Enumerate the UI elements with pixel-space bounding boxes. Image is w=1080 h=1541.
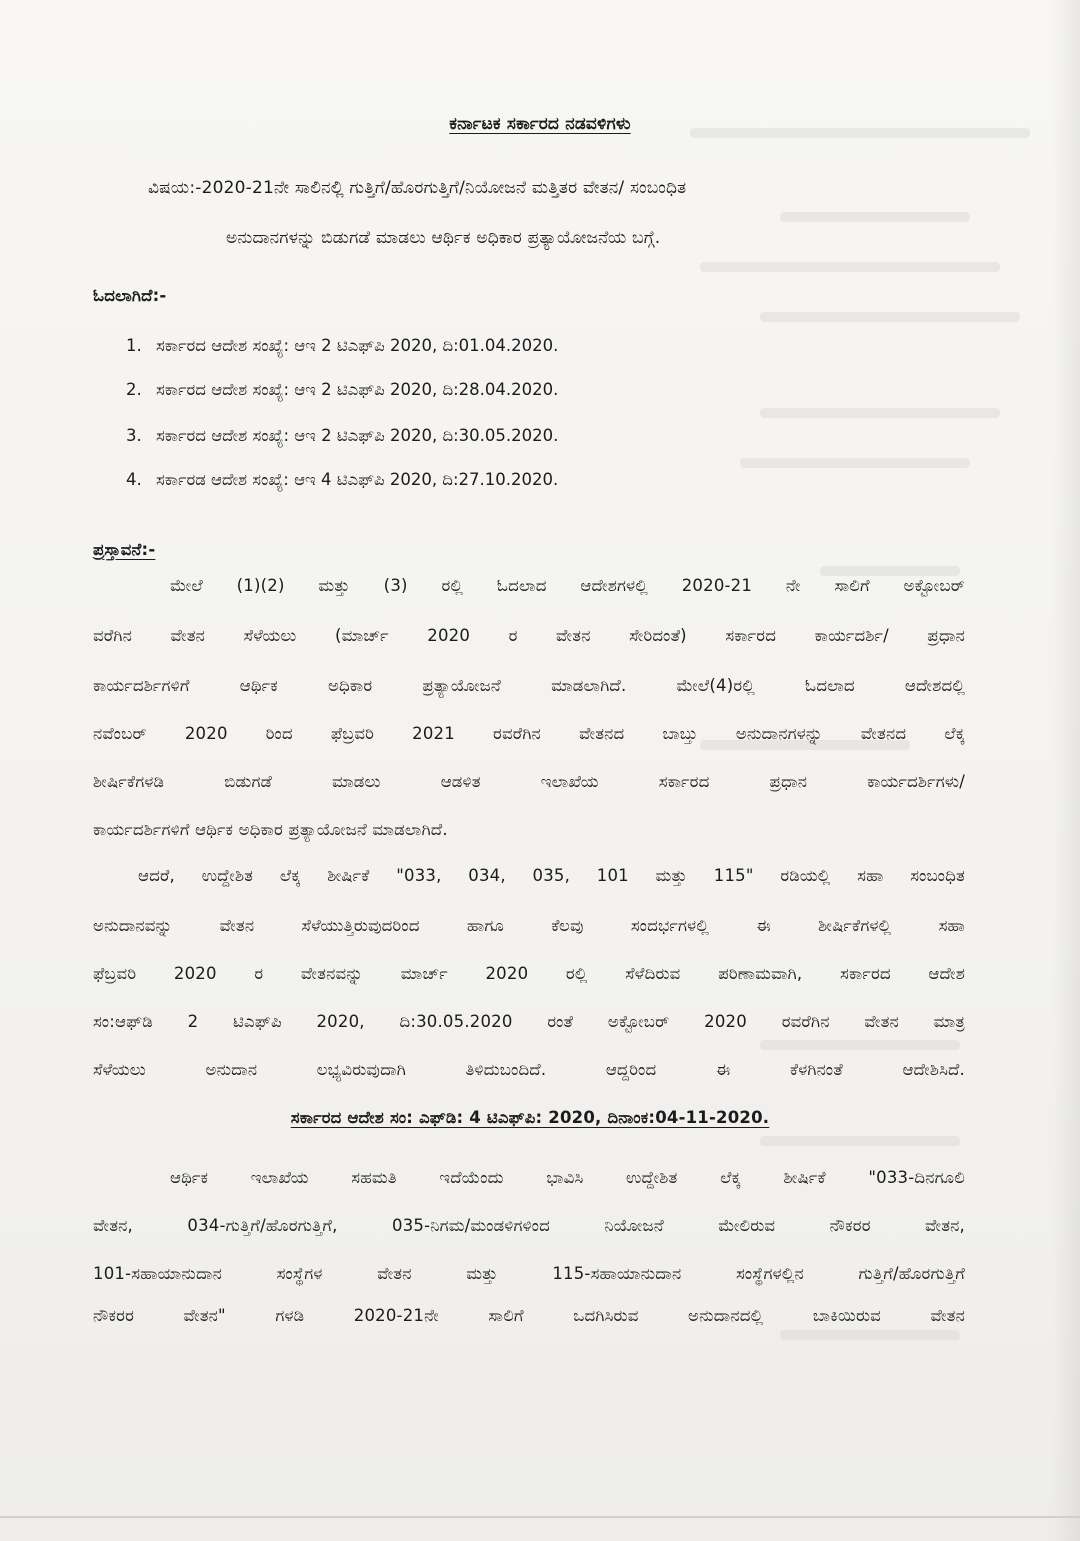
reference-item <box>126 378 558 402</box>
preamble-para2-line: ಸಂ:ಆಫ್‌ಡಿ 2 ಟಿಎಫ್‌ಪಿ 2020, ದಿ:30.05.2020 ರಂತೆ ಅಕ್ಟೋಬರ್ 2020 ರವರೆಗಿನ ವೇತನ ಮಾತ್ರ <box>93 1012 965 1031</box>
reference-text: ಸರ್ಕಾರದ ಆದೇಶ ಸಂಖ್ಯೆ: ಆಇ 2 ಟಿಎಫ್‌ಪಿ 2020, ದಿ:28.04.2020. <box>156 380 559 399</box>
order-para-line: ವೇತನ, 034-ಗುತ್ತಿಗೆ/ಹೊರಗುತ್ತಿಗೆ, 035-ನಿಗಮ/ಮಂಡಳಿಗಳಿಂದ ನಿಯೋಜನೆ ಮೇಲಿರುವ ನೌಕರರ ವೇತನ, <box>93 1216 965 1235</box>
reference-item <box>126 468 558 492</box>
preamble-para1-line: ಶೀರ್ಷಿಕೆಗಳಡಿ ಬಿಡುಗಡೆ ಮಾಡಲು ಆಡಳಿತ ಇಲಾಖೆಯ ಸರ್ಕಾರದ ಪ್ರಧಾನ ಕಾರ್ಯದರ್ಶಿಗಳು/ <box>93 772 965 791</box>
preamble-para1-line: ವರೆಗಿನ ವೇತನ ಸೆಳೆಯಲು (ಮಾರ್ಚ್ 2020 ರ ವೇತನ ಸೇರಿದಂತೆ) ಸರ್ಕಾರದ ಕಾರ್ಯದರ್ಶಿ/ ಪ್ರಧಾನ <box>93 626 965 645</box>
bleed-through-mark <box>760 1136 960 1146</box>
preamble-para1-line: ನವೆಂಬರ್ 2020 ರಿಂದ ಫೆಬ್ರವರಿ 2021 ರವರೆಗಿನ ವೇತನದ ಬಾಬ್ತು ಅನುದಾನಗಳನ್ನು ವೇತನದ ಲೆಕ್ಕ <box>93 724 965 743</box>
reference-item <box>126 334 558 358</box>
bleed-through-mark <box>760 408 1000 418</box>
reference-number: 3. <box>126 426 142 445</box>
preamble-para2-line: ಫೆಬ್ರವರಿ 2020 ರ ವೇತನವನ್ನು ಮಾರ್ಚ್ 2020 ರಲ್ಲಿ ಸೆಳೆದಿರುವ ಪರಿಣಾಮವಾಗಿ, ಸರ್ಕಾರದ ಆದೇಶ <box>93 964 965 983</box>
preamble-para2-line: ಆದರೆ, ಉದ್ದೇಶಿತ ಲೆಕ್ಕ ಶೀರ್ಷಿಕೆ "033, 034, 035, 101 ಮತ್ತು 115" ರಡಿಯಲ್ಲಿ ಸಹಾ ಸಂಬಂಧಿತ <box>138 866 965 885</box>
bleed-through-mark <box>740 458 970 468</box>
reference-text: ಸರ್ಕಾರದ ಆದೇಶ ಸಂಖ್ಯೆ: ಆಇ 2 ಟಿಎಫ್‌ಪಿ 2020, ದಿ:01.04.2020. <box>156 336 559 355</box>
order-para-line: ನೌಕರರ ವೇತನ" ಗಳಡಿ 2020-21ನೇ ಸಾಲಿಗೆ ಒದಗಿಸಿರುವ ಅನುದಾನದಲ್ಲಿ ಬಾಕಿಯಿರುವ ವೇತನ <box>93 1306 965 1325</box>
preamble-para1-line: ಕಾರ್ಯದರ್ಶಿಗಳಿಗೆ ಆರ್ಥಿಕ ಅಧಿಕಾರ ಪ್ರತ್ಯಾಯೋಜನೆ ಮಾಡಲಾಗಿದೆ. <box>93 820 448 839</box>
reference-item <box>126 424 558 448</box>
bleed-through-mark <box>780 1330 960 1340</box>
preamble-para2-line: ಅನುದಾನವನ್ನು ವೇತನ ಸೆಳೆಯುತ್ತಿರುವುದರಿಂದ ಹಾಗೂ ಕೆಲವು ಸಂದರ್ಭಗಳಲ್ಲಿ ಈ ಶೀರ್ಷಿಕೆಗಳಲ್ಲಿ ಸಹಾ <box>93 916 965 935</box>
order-para-line: ಆರ್ಥಿಕ ಇಲಾಖೆಯ ಸಹಮತಿ ಇದೆಯೆಂದು ಭಾವಿಸಿ ಉದ್ದೇಶಿತ ಲೆಕ್ಕ ಶೀರ್ಷಿಕೆ "033-ದಿನಗೂಲಿ <box>170 1168 965 1187</box>
preamble-para1-line: ಕಾರ್ಯದರ್ಶಿಗಳಿಗೆ ಆರ್ಥಿಕ ಅಧಿಕಾರ ಪ್ರತ್ಯಾಯೋಜನೆ ಮಾಡಲಾಗಿದೆ. ಮೇಲೆ(4)ರಲ್ಲಿ ಓದಲಾದ ಆದೇಶದಲ್ಲಿ <box>93 676 965 695</box>
order-para-line: 101-ಸಹಾಯಾನುದಾನ ಸಂಸ್ಥೆಗಳ ವೇತನ ಮತ್ತು 115-ಸಹಾಯಾನುದಾನ ಸಂಸ್ಥೆಗಳಲ್ಲಿನ ಗುತ್ತಿಗೆ/ಹೊರಗುತ್ತಿಗೆ <box>93 1264 965 1283</box>
bleed-through-mark <box>700 262 1000 272</box>
reference-number: 1. <box>126 336 142 355</box>
page-bottom-edge <box>0 1516 1080 1518</box>
preamble-para2-line: ಸೆಳೆಯಲು ಅನುದಾನ ಲಭ್ಯವಿರುವುದಾಗಿ ತಿಳಿದುಬಂದಿದೆ. ಆದ್ದರಿಂದ ಈ ಕೆಳಗಿನಂತೆ ಆದೇಶಿಸಿದೆ. <box>93 1060 965 1079</box>
reference-text: ಸರ್ಕಾರದ ಆದೇಶ ಸಂಖ್ಯೆ: ಆಇ 2 ಟಿಎಫ್‌ಪಿ 2020, ದಿ:30.05.2020. <box>156 426 559 445</box>
page-edge-shadow <box>1052 0 1080 1541</box>
bleed-through-mark <box>780 212 970 222</box>
reference-number: 2. <box>126 380 142 399</box>
subject-line-1: ವಿಷಯ:-2020-21ನೇ ಸಾಲಿನಲ್ಲಿ ಗುತ್ತಿಗೆ/ಹೊರಗುತ್ತಿಗೆ/ನಿಯೋಜನೆ ಮತ್ತಿತರ ವೇತನ/ ಸಂಬಂಧಿತ <box>148 178 687 198</box>
references-heading: ಓದಲಾಗಿದೆ:- <box>93 286 167 305</box>
reference-number: 4. <box>126 470 142 489</box>
preamble-heading: ಪ್ರಸ್ತಾವನೆ:- <box>93 540 156 559</box>
order-heading: ಸರ್ಕಾರದ ಆದೇಶ ಸಂ: ಎಫ್‌ಡಿ: 4 ಟಿಎಫ್‌ಪಿ: 2020, ದಿನಾಂಕ:04-11-2020. <box>290 1108 770 1127</box>
reference-text: ಸರ್ಕಾರಡ ಆದೇಶ ಸಂಖ್ಯೆ: ಆಇ 4 ಟಿಎಫ್‌ಪಿ 2020, ದಿ:27.10.2020. <box>156 470 559 489</box>
preamble-para1-line: ಮೇಲೆ (1)(2) ಮತ್ತು (3) ರಲ್ಲಿ ಓದಲಾದ ಆದೇಶಗಳಲ್ಲಿ 2020-21 ನೇ ಸಾಲಿಗೆ ಅಕ್ಟೋಬರ್ <box>170 576 965 595</box>
bleed-through-mark <box>760 1040 960 1050</box>
document-title: ಕರ್ನಾಟಕ ಸರ್ಕಾರದ ನಡವಳಿಗಳು <box>449 114 631 134</box>
subject-line-2: ಅನುದಾನಗಳನ್ನು ಬಿಡುಗಡೆ ಮಾಡಲು ಆರ್ಥಿಕ ಅಧಿಕಾರ ಪ್ರತ್ಯಾಯೋಜನೆಯ ಬಗ್ಗೆ. <box>226 228 661 248</box>
bleed-through-mark <box>760 312 1020 322</box>
